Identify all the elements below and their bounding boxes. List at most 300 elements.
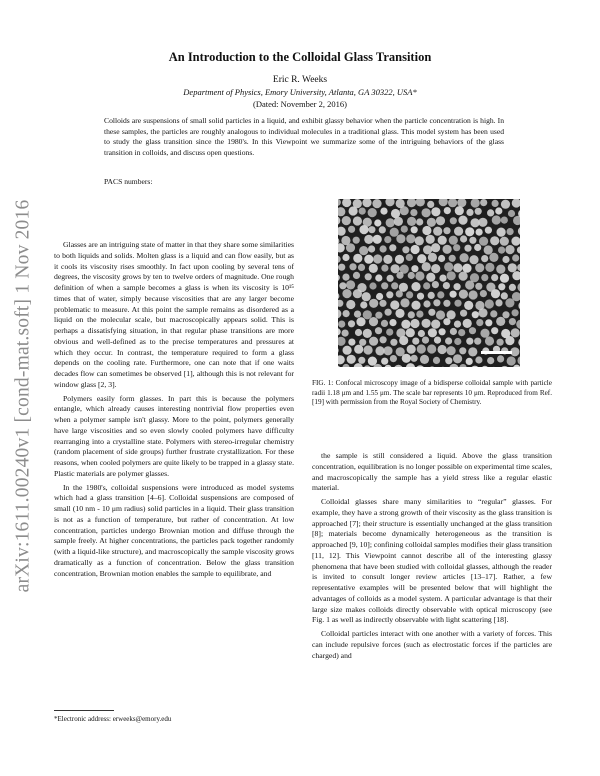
colloidal-particle bbox=[346, 243, 355, 252]
colloidal-particle bbox=[360, 301, 367, 308]
colloidal-particle bbox=[359, 225, 368, 234]
colloidal-particle bbox=[501, 217, 508, 224]
colloidal-particle bbox=[481, 274, 488, 281]
colloidal-particle bbox=[385, 309, 392, 316]
colloidal-particle bbox=[449, 236, 458, 245]
colloidal-particle bbox=[485, 263, 494, 272]
colloidal-particle bbox=[342, 289, 351, 298]
colloidal-particle bbox=[342, 364, 349, 367]
colloidal-particle bbox=[496, 317, 505, 326]
colloidal-particle bbox=[338, 309, 341, 318]
colloidal-particle bbox=[466, 358, 473, 365]
colloidal-particle bbox=[386, 218, 395, 227]
colloidal-particle bbox=[411, 265, 418, 272]
colloidal-particle bbox=[487, 209, 494, 216]
colloidal-particle bbox=[433, 227, 442, 236]
colloidal-particle bbox=[417, 344, 426, 353]
colloidal-particle bbox=[389, 244, 396, 251]
colloidal-particle bbox=[362, 199, 371, 207]
colloidal-particle bbox=[364, 365, 371, 367]
colloidal-particle bbox=[481, 255, 488, 262]
colloidal-particle bbox=[443, 300, 450, 307]
colloidal-particle bbox=[338, 199, 341, 206]
colloidal-particle bbox=[383, 255, 392, 264]
colloidal-particle bbox=[408, 311, 415, 318]
colloidal-particle bbox=[426, 235, 435, 244]
colloidal-particle bbox=[427, 344, 436, 353]
colloidal-particle bbox=[364, 255, 373, 264]
colloidal-particle bbox=[517, 246, 520, 253]
colloidal-particle bbox=[338, 347, 339, 354]
colloidal-particle bbox=[411, 226, 418, 233]
colloidal-particle bbox=[386, 329, 393, 336]
colloidal-particle bbox=[478, 308, 487, 317]
colloidal-particle bbox=[491, 289, 500, 298]
colloidal-particle bbox=[517, 356, 520, 365]
left-column bbox=[54, 240, 294, 582]
colloidal-particle bbox=[450, 217, 457, 224]
colloidal-particle bbox=[492, 215, 501, 224]
colloidal-particle bbox=[423, 245, 432, 254]
colloidal-particle bbox=[354, 311, 361, 318]
colloidal-particle bbox=[485, 336, 494, 345]
colloidal-particle bbox=[460, 235, 467, 242]
colloidal-particle bbox=[470, 366, 479, 367]
colloidal-particle bbox=[491, 327, 498, 334]
colloidal-particle bbox=[466, 338, 473, 345]
colloidal-particle bbox=[384, 365, 391, 367]
colloidal-particle bbox=[411, 282, 420, 291]
colloidal-particle bbox=[475, 283, 482, 290]
colloidal-particle bbox=[443, 227, 450, 234]
colloidal-particle bbox=[476, 319, 483, 326]
colloidal-particle bbox=[385, 199, 394, 206]
colloidal-particle bbox=[459, 347, 466, 354]
colloidal-particle bbox=[445, 337, 452, 344]
colloidal-particle bbox=[485, 319, 492, 326]
colloidal-particle bbox=[383, 346, 392, 355]
arxiv-sidebar bbox=[8, 186, 38, 606]
colloidal-particle bbox=[438, 236, 447, 245]
colloidal-particle bbox=[359, 246, 368, 255]
colloidal-particle bbox=[400, 206, 409, 215]
colloidal-particle bbox=[349, 206, 358, 215]
colloidal-particle bbox=[518, 338, 520, 347]
colloidal-particle bbox=[469, 290, 478, 299]
colloidal-particle bbox=[416, 365, 425, 367]
colloidal-particle bbox=[476, 229, 483, 236]
colloidal-particle bbox=[447, 346, 456, 355]
figure-1-microscopy-image bbox=[338, 199, 520, 367]
colloidal-particle bbox=[338, 321, 345, 328]
colloidal-particle bbox=[472, 311, 479, 318]
colloidal-particle bbox=[512, 309, 519, 316]
author-affiliation: Department of Physics, Emory University, Atlanta, GA 30322, USA* bbox=[183, 87, 417, 97]
colloidal-particle bbox=[338, 300, 343, 307]
colloidal-particle bbox=[390, 339, 397, 346]
colloidal-particle bbox=[338, 243, 345, 252]
colloidal-particle bbox=[338, 207, 345, 216]
colloidal-particle bbox=[501, 200, 510, 209]
colloidal-particle bbox=[401, 226, 408, 233]
colloidal-particle bbox=[434, 337, 441, 344]
colloidal-particle bbox=[386, 291, 393, 298]
colloidal-particle bbox=[468, 347, 477, 356]
colloidal-particle bbox=[449, 255, 456, 262]
colloidal-particle bbox=[508, 263, 517, 272]
colloidal-particle bbox=[507, 228, 514, 235]
colloidal-particle bbox=[464, 245, 471, 252]
colloidal-particle bbox=[428, 328, 437, 337]
colloidal-particle bbox=[453, 263, 462, 272]
paragraph: Colloidal particles interact with one another with a variety of forces. This can include repulsive forces (such as electrostatic forces if the particles are charged) and bbox=[312, 629, 552, 660]
colloidal-particle bbox=[475, 263, 484, 272]
colloidal-particle bbox=[338, 328, 341, 335]
colloidal-particle bbox=[512, 254, 519, 261]
colloidal-particle bbox=[453, 244, 460, 251]
colloidal-particle bbox=[406, 363, 415, 367]
colloidal-particle bbox=[396, 272, 403, 279]
colloidal-particle bbox=[427, 218, 436, 227]
colloidal-particle bbox=[346, 280, 355, 289]
colloidal-particle bbox=[454, 227, 463, 236]
colloidal-particle bbox=[390, 355, 397, 362]
colloidal-particle bbox=[427, 201, 434, 208]
colloidal-particle bbox=[410, 209, 417, 216]
colloidal-particle bbox=[475, 356, 482, 363]
colloidal-particle bbox=[389, 319, 396, 326]
paper-title: An Introduction to the Colloidal Glass Transition bbox=[168, 50, 432, 64]
colloidal-particle bbox=[353, 289, 362, 298]
colloidal-particle bbox=[381, 358, 388, 365]
colloidal-particle bbox=[443, 282, 450, 289]
colloidal-particle bbox=[448, 199, 457, 207]
colloidal-particle bbox=[458, 216, 467, 225]
colloidal-particle bbox=[381, 282, 388, 289]
colloidal-particle bbox=[343, 346, 352, 355]
colloidal-particle bbox=[396, 290, 403, 297]
colloidal-particle bbox=[407, 199, 416, 207]
colloidal-particle bbox=[459, 364, 466, 367]
colloidal-particle bbox=[484, 245, 493, 254]
colloidal-particle bbox=[379, 226, 386, 233]
colloidal-particle bbox=[508, 210, 515, 217]
colloidal-particle bbox=[395, 309, 404, 318]
colloidal-particle bbox=[342, 274, 349, 281]
colloidal-particle bbox=[469, 255, 478, 264]
colloidal-particle bbox=[469, 237, 476, 244]
colloidal-particle bbox=[460, 253, 469, 262]
colloidal-particle bbox=[423, 300, 430, 307]
colloidal-particle bbox=[422, 226, 431, 235]
colloidal-particle bbox=[485, 299, 494, 308]
footnote-rule bbox=[54, 710, 114, 711]
colloidal-particle bbox=[338, 274, 340, 281]
colloidal-particle bbox=[384, 236, 391, 243]
colloidal-particle bbox=[380, 336, 387, 343]
colloidal-particle bbox=[410, 319, 419, 328]
colloidal-particle bbox=[496, 265, 505, 274]
colloidal-particle bbox=[406, 234, 415, 243]
colloidal-particle bbox=[374, 219, 381, 226]
colloidal-particle bbox=[391, 282, 398, 289]
colloidal-particle bbox=[431, 320, 440, 329]
colloidal-particle bbox=[426, 273, 435, 282]
colloidal-particle bbox=[450, 291, 457, 298]
colloidal-particle bbox=[511, 237, 520, 246]
paragraph: Polymers easily form glasses. In part this is because the polymers entangle, which already causes interesting nontrivial flow properties even when a polymer sample isn't glassy. More to the point, polymers generally have large viscosities and so even slowly cooled polymers have difficulty rearranging into a crystalline state. Polymers with stereo-irregular chemistry (random placement of side groups) further frustrate crystallization. For these reasons, when cooled polymers are quite likely to be trapped in a glassy state. Plastic materials are polymer glasses. bbox=[54, 393, 294, 478]
colloidal-particle bbox=[412, 338, 419, 345]
colloidal-particle bbox=[368, 245, 375, 252]
colloidal-particle bbox=[415, 271, 424, 280]
colloidal-particle bbox=[407, 217, 416, 226]
colloidal-particle bbox=[373, 254, 382, 263]
colloidal-particle bbox=[342, 254, 349, 261]
paragraph: Glasses are an intriguing state of matter in that they share some similarities to both liquids and solids. Molten glass is a liquid and can flow easily, but as it cools its viscosity rises smoothly. In fact upon cooling by several tens of degrees, the viscosity grows by ten to twelve orders of magnitude. One rough definition of when a sample becomes a glass is when its viscosity is 10¹⁵ times that of water, simply because viscosities that are any larger become problematic to measure. At this point the sample remains as disordered as a liquid on the molecular scale, but macroscopically appears solid. This is perhaps a dissatisfying situation, in that regular phase transitions are more obvious and well-defined as to the precise temperatures and pressures at which they occur. In contrast, the temperature required to form a glass depends on the cooling rate. Furthermore, one can note that if one waits decades flow can sometimes be observed [1], although this is not relevant for window glass [2, 3]. bbox=[54, 240, 294, 389]
colloidal-particle bbox=[454, 321, 461, 328]
colloidal-particle bbox=[375, 327, 382, 334]
colloidal-particle bbox=[479, 237, 488, 246]
colloidal-particle bbox=[381, 265, 388, 272]
colloidal-particle bbox=[353, 272, 360, 279]
colloidal-particle bbox=[338, 355, 345, 364]
colloidal-particle bbox=[501, 292, 508, 299]
colloidal-particle bbox=[349, 263, 356, 270]
colloidal-particle bbox=[439, 328, 446, 335]
colloidal-particle bbox=[455, 206, 464, 215]
colloidal-particle bbox=[356, 317, 365, 326]
colloidal-particle bbox=[507, 356, 516, 365]
colloidal-particle bbox=[390, 300, 399, 309]
colloidal-particle bbox=[373, 235, 382, 244]
colloidal-particle bbox=[432, 281, 439, 288]
colloidal-particle bbox=[459, 290, 468, 299]
right-column bbox=[312, 451, 552, 664]
colloidal-particle bbox=[395, 255, 404, 264]
colloidal-particle bbox=[491, 274, 498, 281]
colloidal-particle bbox=[447, 310, 456, 319]
colloidal-particle bbox=[369, 264, 378, 273]
colloidal-particle bbox=[497, 228, 506, 237]
colloidal-particle bbox=[495, 207, 502, 214]
colloidal-particle bbox=[391, 209, 400, 218]
particle-field bbox=[338, 199, 520, 367]
colloidal-particle bbox=[365, 273, 372, 280]
colloidal-particle bbox=[431, 264, 440, 273]
colloidal-particle bbox=[390, 228, 399, 237]
colloidal-particle bbox=[516, 320, 520, 329]
colloidal-particle bbox=[500, 274, 509, 283]
colloidal-particle bbox=[353, 237, 360, 244]
colloidal-particle bbox=[500, 237, 509, 246]
colloidal-particle bbox=[422, 208, 431, 217]
colloidal-particle bbox=[471, 218, 480, 227]
colloidal-particle bbox=[362, 292, 371, 301]
colloidal-particle bbox=[422, 262, 431, 271]
colloidal-particle bbox=[443, 245, 452, 254]
colloidal-particle bbox=[369, 282, 376, 289]
colloidal-particle bbox=[498, 247, 505, 254]
colloidal-particle bbox=[474, 244, 481, 251]
colloidal-particle bbox=[428, 309, 435, 316]
colloidal-particle bbox=[478, 218, 487, 227]
colloidal-particle bbox=[500, 366, 509, 367]
colloidal-particle bbox=[401, 320, 410, 329]
colloidal-particle bbox=[480, 329, 489, 338]
colloidal-particle bbox=[368, 208, 377, 217]
colloidal-particle bbox=[463, 319, 472, 328]
colloidal-particle bbox=[513, 365, 520, 367]
colloidal-particle bbox=[450, 328, 457, 335]
colloidal-particle bbox=[348, 226, 355, 233]
colloidal-particle bbox=[342, 216, 351, 225]
colloidal-particle bbox=[353, 254, 362, 263]
colloidal-particle bbox=[416, 311, 423, 318]
colloidal-particle bbox=[363, 329, 372, 338]
colloidal-particle bbox=[347, 355, 356, 364]
colloidal-particle bbox=[437, 291, 444, 298]
colloidal-particle bbox=[417, 254, 426, 263]
colloidal-particle bbox=[490, 310, 497, 317]
colloidal-particle bbox=[418, 330, 425, 337]
colloidal-particle bbox=[518, 301, 520, 310]
colloidal-particle bbox=[406, 254, 413, 261]
colloidal-particle bbox=[454, 283, 461, 290]
colloidal-particle bbox=[348, 339, 355, 346]
colloidal-particle bbox=[338, 227, 346, 236]
colloidal-particle bbox=[485, 227, 492, 234]
colloidal-particle bbox=[466, 209, 473, 216]
colloidal-particle bbox=[339, 282, 346, 289]
colloidal-particle bbox=[431, 243, 440, 252]
colloidal-particle bbox=[417, 293, 424, 300]
colloidal-particle bbox=[402, 246, 409, 253]
colloidal-particle bbox=[346, 300, 355, 309]
colloidal-particle bbox=[465, 227, 474, 236]
colloidal-particle bbox=[399, 336, 408, 345]
colloidal-particle bbox=[375, 346, 384, 355]
colloidal-particle bbox=[338, 264, 345, 271]
colloidal-particle bbox=[369, 317, 378, 326]
colloidal-particle bbox=[338, 256, 341, 263]
scale-bar bbox=[481, 351, 512, 354]
colloidal-particle bbox=[489, 253, 498, 262]
paragraph: the sample is still considered a liquid. Above the glass transition concentration, equilibration is no longer possible on experimental time scales, and macroscopically the sample has a yield stress like a regular elastic material. bbox=[312, 451, 552, 493]
colloidal-particle bbox=[480, 290, 487, 297]
colloidal-particle bbox=[445, 357, 452, 364]
colloidal-particle bbox=[443, 318, 450, 325]
colloidal-particle bbox=[505, 336, 514, 345]
colloidal-particle bbox=[348, 320, 355, 327]
colloidal-particle bbox=[375, 274, 382, 281]
colloidal-particle bbox=[481, 366, 488, 367]
colloidal-particle bbox=[497, 339, 504, 346]
colloidal-particle bbox=[338, 216, 340, 225]
colloidal-particle bbox=[502, 311, 509, 318]
colloidal-particle bbox=[509, 318, 516, 325]
colloidal-particle bbox=[358, 264, 365, 271]
colloidal-particle bbox=[511, 328, 520, 337]
colloidal-particle bbox=[353, 216, 362, 225]
colloidal-particle bbox=[444, 262, 453, 271]
colloidal-particle bbox=[447, 271, 456, 280]
colloidal-particle bbox=[453, 354, 462, 363]
colloidal-particle bbox=[380, 245, 387, 252]
colloidal-particle bbox=[458, 329, 465, 336]
author-name: Eric R. Weeks bbox=[272, 75, 328, 85]
colloidal-particle bbox=[363, 310, 372, 319]
colloidal-particle bbox=[369, 299, 378, 308]
colloidal-particle bbox=[436, 216, 445, 225]
colloidal-particle bbox=[411, 245, 420, 254]
colloidal-particle bbox=[407, 345, 416, 354]
colloidal-particle bbox=[487, 357, 494, 364]
colloidal-particle bbox=[433, 357, 440, 364]
colloidal-particle bbox=[380, 208, 387, 215]
colloidal-particle bbox=[490, 236, 499, 245]
colloidal-particle bbox=[364, 235, 373, 244]
colloidal-particle bbox=[492, 200, 499, 207]
colloidal-particle bbox=[431, 207, 440, 216]
colloidal-particle bbox=[428, 292, 435, 299]
colloidal-particle bbox=[400, 298, 409, 307]
colloidal-particle bbox=[513, 216, 520, 225]
colloidal-particle bbox=[411, 301, 420, 310]
colloidal-particle bbox=[411, 355, 418, 362]
colloidal-particle bbox=[368, 226, 375, 233]
figure-caption: FIG. 1: Confocal microscopy image of a bidisperse colloidal sample with particle radii 1.18 μm and 1.55 μm. The scale bar represents 10 μm. Reproduced from Ref. [19] with permission from the Royal Society of Chemistry. bbox=[312, 379, 552, 407]
colloidal-particle bbox=[359, 339, 366, 346]
colloidal-particle bbox=[498, 283, 505, 290]
colloidal-particle bbox=[454, 338, 461, 345]
colloidal-particle bbox=[433, 299, 440, 306]
footnote: *Electronic address: erweeks@emory.edu bbox=[54, 715, 172, 723]
colloidal-particle bbox=[372, 199, 381, 208]
colloidal-particle bbox=[462, 264, 471, 273]
colloidal-particle bbox=[428, 253, 437, 262]
colloidal-particle bbox=[465, 280, 474, 289]
colloidal-particle bbox=[495, 299, 502, 306]
colloidal-particle bbox=[422, 337, 429, 344]
colloidal-particle bbox=[416, 199, 425, 207]
colloidal-particle bbox=[355, 329, 362, 336]
colloidal-particle bbox=[429, 366, 436, 367]
colloidal-particle bbox=[469, 327, 476, 334]
colloidal-particle bbox=[438, 255, 445, 262]
colloidal-particle bbox=[387, 275, 394, 282]
colloidal-particle bbox=[420, 355, 429, 364]
colloidal-particle bbox=[342, 330, 349, 337]
colloidal-particle bbox=[422, 319, 431, 328]
colloidal-particle bbox=[444, 207, 451, 214]
colloidal-particle bbox=[394, 365, 403, 367]
colloidal-particle bbox=[497, 355, 504, 362]
colloidal-particle bbox=[436, 310, 445, 319]
colloidal-particle bbox=[408, 272, 415, 279]
colloidal-particle bbox=[391, 264, 400, 273]
colloidal-particle bbox=[338, 293, 339, 300]
abstract: Colloids are suspensions of small solid particles in a liquid, and exhibit glassy behavior when the particle concentration is high. In these samples, the particles are roughly analogous to individual molecules in a traditional glass. This model system has been used to study the glass transition since the 1980's. In this Viewpoint we summarize some of the intriguing behaviors of the glass transition in colloids, and discuss open questions. bbox=[104, 116, 504, 157]
arxiv-identifier: arXiv:1611.00240v1 [cond-mat.soft] 1 Nov 2016 bbox=[12, 199, 33, 593]
colloidal-particle bbox=[364, 345, 373, 354]
colloidal-particle bbox=[518, 227, 520, 236]
colloidal-particle bbox=[512, 271, 520, 280]
colloidal-particle bbox=[423, 282, 430, 289]
colloidal-particle bbox=[406, 291, 413, 298]
colloidal-particle bbox=[379, 300, 386, 307]
colloidal-particle bbox=[474, 338, 481, 345]
colloidal-particle bbox=[439, 275, 446, 282]
